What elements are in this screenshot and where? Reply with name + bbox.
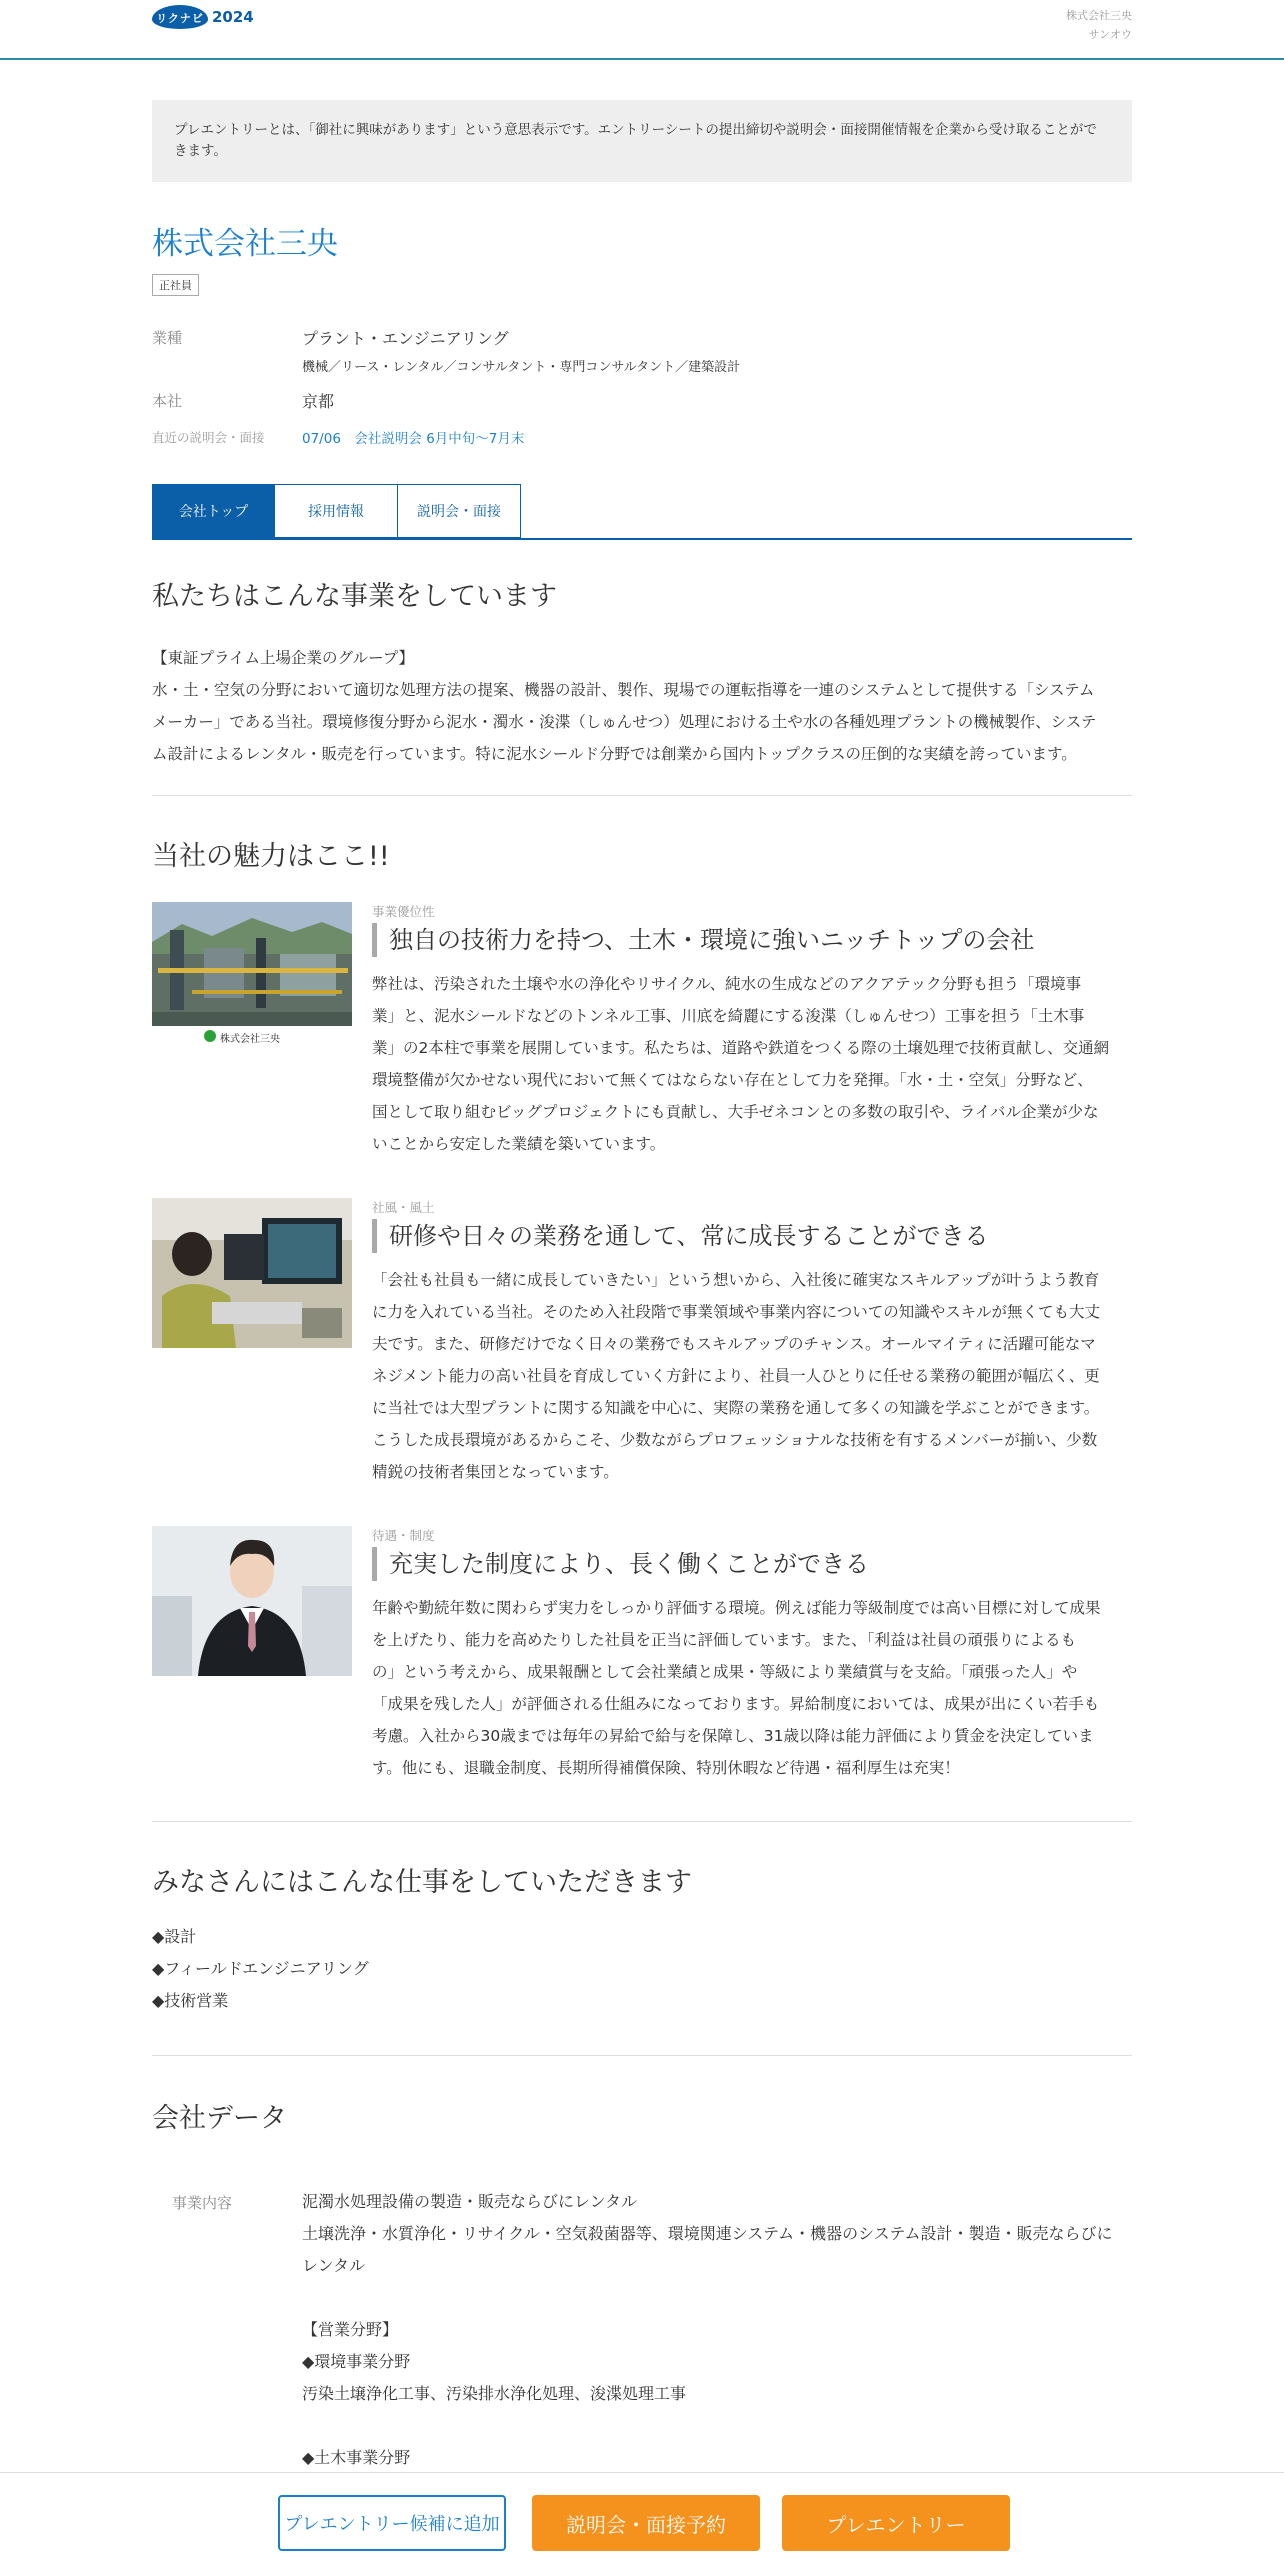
- point-line: こうした成長環境があるからこそ、少数ながらプロフェッショナルな技術を有するメンバーが揃い、少数: [372, 1431, 1098, 1449]
- point-line: ネジメント能力の高い社員を育成していく方針により、社員一人ひとりに任せる業務の範囲が幅広く、更: [372, 1367, 1100, 1385]
- business-line: 水・土・空気の分野において適切な処理方法の提案、機器の設計、製作、現場での運転指導を一連のシステムとして提供する「システム: [152, 681, 1095, 699]
- point-line: 業」と、泥水シールドなどのトンネル工事、川底を綺麗にする浚渫（しゅんせつ）工事を担う「土木事: [372, 1007, 1085, 1025]
- point-line: いことから安定した業績を築いています。: [372, 1135, 666, 1153]
- data-line: [302, 2410, 1132, 2442]
- industry-sub: 機械／リース・レンタル／コンサルタント・専門コンサルタント／建築設計: [302, 360, 741, 375]
- point-line: 環境整備が欠かせない現代において無くてはならない存在として力を発揮。「水・土・空気」分野など、: [372, 1071, 1093, 1089]
- business-line: メーカー」である当社。環境修復分野から泥水・濁水・浚渫（しゅんせつ）処理における土や水の各種処理プラントの機械製作、システ: [152, 713, 1097, 731]
- job-item-technical-sales: ◆技術営業: [152, 1991, 229, 2010]
- logo-year: 2024: [212, 8, 254, 26]
- point-category: 事業優位性: [372, 904, 435, 919]
- section-divider: [152, 1821, 1132, 1822]
- logo-caption: 株式会社三央: [220, 1034, 280, 1045]
- data-line: [302, 2282, 1132, 2314]
- point-heading: 研修や日々の業務を通して、常に成長することができる: [372, 1219, 989, 1253]
- business-content-label: 事業内容: [172, 2194, 233, 2212]
- section-divider: [152, 2055, 1132, 2056]
- point-line: に力を入れている当社。そのため入社段階で事業領域や事業内容についての知識やスキルが無くても大丈: [372, 1303, 1101, 1321]
- data-line: ◆環境事業分野: [302, 2352, 411, 2371]
- company-data-title: 会社データ: [152, 2103, 287, 2134]
- seminar-interview-reservation-button[interactable]: 説明会・面接予約: [532, 2495, 760, 2551]
- business-line: ム設計によるレンタル・販売を行っています。特に泥水シールド分野では創業から国内トップクラスの圧倒的な実績を誇っています。: [152, 745, 1077, 763]
- job-item-field-engineering: ◆フィールドエンジニアリング: [152, 1959, 369, 1978]
- employee-portrait-photo: [152, 1526, 352, 1676]
- point-line: 国として取り組むビッグプロジェクトにも貢献し、大手ゼネコンとの多数の取引や、ライバル企業が少な: [372, 1103, 1099, 1121]
- data-line: 汚染土壌浄化工事、汚染排水浄化処理、浚渫処理工事: [302, 2384, 687, 2403]
- point-body: [372, 968, 1132, 1160]
- appeal-section-title: 当社の魅力はここ!!: [152, 841, 390, 872]
- industry-main: プラント・エンジニアリング: [302, 329, 509, 348]
- business-description: [152, 642, 1132, 770]
- point-body: [372, 1264, 1132, 1488]
- point-body: [372, 1592, 1132, 1784]
- point-line: 業」の2本柱で事業を展開しています。私たちは、道路や鉄道をつくる際の土壌処理で技術貢献し、交通網: [372, 1039, 1110, 1057]
- header-company-name: 株式会社三央: [1066, 9, 1132, 22]
- tab-recruitment-info[interactable]: 採用情報: [275, 484, 398, 538]
- point-line: 「会社も社員も一緒に成長していきたい」という想いから、入社後に確実なスキルアップが叶うよう教育: [372, 1271, 1100, 1289]
- data-line: 泥濁水処理設備の製造・販売ならびにレンタル: [302, 2192, 637, 2211]
- point-line: 「成果を残した人」が評価される仕組みになっております。昇給制度においては、成果が出にくい若手も: [372, 1695, 1100, 1713]
- point-line: す。他にも、退職金制度、長期所得補償保険、特別休暇など待遇・福利厚生は充実！: [372, 1759, 960, 1777]
- recent-seminar-link[interactable]: 07/06 会社説明会 6月中旬〜7月末: [302, 431, 525, 447]
- point-line: 考慮。入社から30歳までは毎年の昇給で給与を保障し、31歳以降は能力評価により賃金を決定していま: [372, 1727, 1094, 1745]
- business-section-title: 私たちはこんな事業をしています: [152, 581, 557, 612]
- business-line: 【東証プライム上場企業のグループ】: [152, 649, 414, 667]
- recent-seminar-label: 直近の説明会・面接: [152, 430, 265, 445]
- company-tabs: [152, 484, 1132, 540]
- data-line: 土壌洗浄・水質浄化・リサイクル・空気殺菌器等、環境関連システム・機器のシステム設計・製造・販売ならびに: [302, 2224, 1113, 2243]
- job-item-design: ◆設計: [152, 1927, 197, 1946]
- header-company-kana: サンオウ: [1088, 28, 1132, 41]
- bottom-action-bar: [0, 2472, 1284, 2568]
- point-line: に当社では大型プラントに関する知識を中心に、実際の業務を通して多くの知識を学ぶことができます。: [372, 1399, 1100, 1417]
- point-heading: 充実した制度により、長く働くことができる: [372, 1547, 869, 1581]
- point-line: の」という考えから、成果報酬として会社業績と成果・等級により業績賞与を支給。「頑張った人」や: [372, 1663, 1078, 1681]
- pre-entry-notice: プレエントリーとは、「御社に興味があります」という意思表示です。エントリーシートの提出締切や説明会・面接開催情報を企業から受け取ることができます。: [152, 100, 1132, 182]
- point-heading: 独自の技術力を持つ、土木・環境に強いニッチトップの会社: [372, 923, 1034, 957]
- rikunabi-logo[interactable]: [152, 4, 254, 30]
- data-line: 【営業分野】: [302, 2320, 399, 2339]
- section-divider: [152, 795, 1132, 796]
- business-content-value: [302, 2186, 1132, 2474]
- logo-mark-icon: リクナビ: [152, 5, 208, 29]
- pre-entry-button[interactable]: プレエントリー: [782, 2495, 1010, 2551]
- point-line: を上げたり、能力を高めたりした社員を正当に評価しています。また、「利益は社員の頑張りによるも: [372, 1631, 1077, 1649]
- point-line: 精鋭の技術者集団となっています。: [372, 1463, 619, 1481]
- hq-label: 本社: [152, 392, 183, 410]
- employment-badge: 正社員: [152, 274, 199, 296]
- point-line: 年齢や勤続年数に関わらず実力をしっかり評価する環境。例えば能力等級制度では高い目標に対して成果: [372, 1599, 1101, 1617]
- add-to-pre-entry-candidates-button[interactable]: プレエントリー候補に追加: [278, 2495, 506, 2551]
- plant-photo: [152, 902, 352, 1052]
- point-line: 夫です。また、研修だけでなく日々の業務でもスキルアップのチャンス。オールマイティに活躍可能なマ: [372, 1335, 1096, 1353]
- company-name-title: 株式会社三央: [152, 226, 338, 262]
- industry-label: 業種: [152, 329, 183, 347]
- data-line: レンタル: [302, 2256, 365, 2275]
- tab-seminar-interview[interactable]: 説明会・面接: [398, 484, 521, 538]
- office-work-photo: [152, 1198, 352, 1348]
- jobs-section-title: みなさんにはこんな仕事をしていただきます: [152, 1867, 692, 1898]
- point-line: 弊社は、汚染された土壌や水の浄化やリサイクル、純水の生成などのアクアテック分野も担う「環境事: [372, 975, 1082, 993]
- hq-value: 京都: [302, 392, 335, 411]
- site-header: [0, 0, 1284, 60]
- point-category: 待遇・制度: [372, 1528, 435, 1543]
- tab-company-top[interactable]: 会社トップ: [152, 484, 275, 538]
- point-category: 社風・風土: [372, 1200, 435, 1215]
- data-line: ◆土木事業分野: [302, 2448, 411, 2467]
